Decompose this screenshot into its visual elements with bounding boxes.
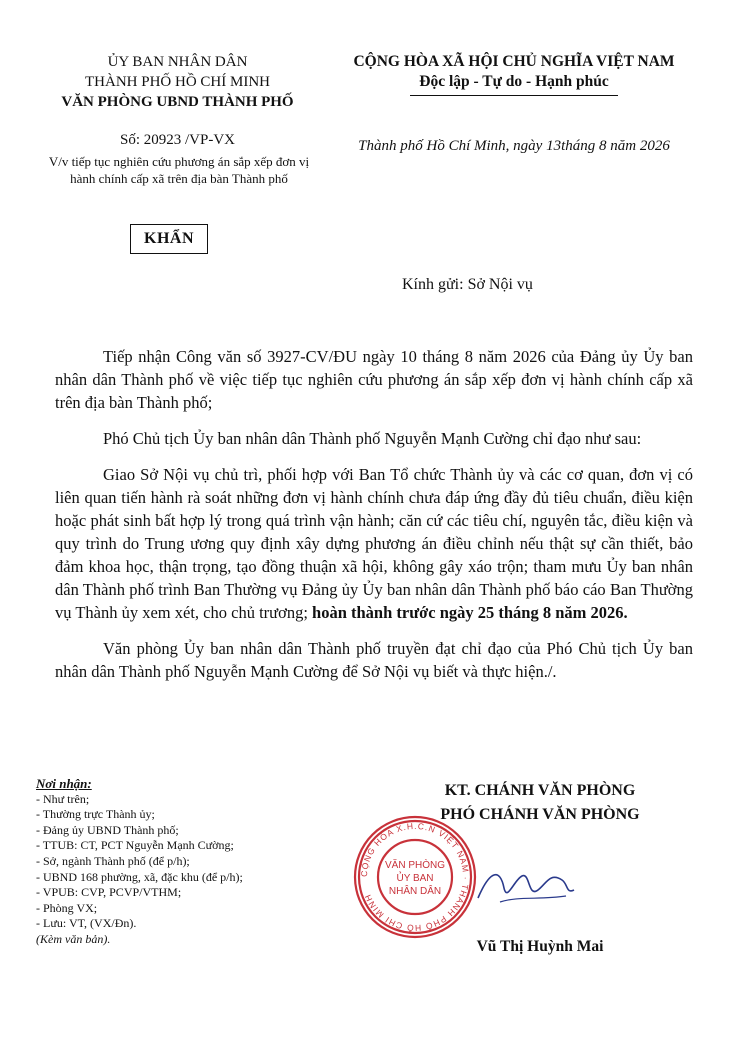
signature-line-2: PHÓ CHÁNH VĂN PHÒNG — [440, 806, 640, 823]
seal-center-line: ỦY BAN — [396, 873, 434, 884]
seal-ring-text: CỘNG HÒA X.H.C.N VIỆT NAM · THÀNH PHỐ HỒ CHÍ MINH — [358, 820, 472, 934]
recipient-item: - Đảng ủy UBND Thành phố; — [36, 822, 179, 837]
recipient-item: - Thường trực Thành ủy; — [36, 807, 155, 822]
recipient-item: - Sở, ngành Thành phố (để p/h); — [36, 853, 190, 868]
urgency-stamp: KHẨN — [130, 224, 208, 254]
recipient-item: - Phòng VX; — [36, 900, 98, 915]
official-seal — [350, 812, 480, 942]
recipient-line: Kính gửi: Sở Nội vụ — [402, 276, 533, 293]
signature-line-1: KT. CHÁNH VĂN PHÒNG — [444, 782, 636, 799]
attachment-note: (Kèm văn bản). — [36, 931, 111, 946]
recipient-item: - UBND 168 phường, xã, đặc khu (để p/h); — [36, 869, 243, 884]
recipient-item: - Lưu: VT, (VX/Đn). — [36, 916, 137, 931]
issuer-line-1: ỦY BAN NHÂN DÂN — [107, 54, 248, 70]
issuer-header — [40, 52, 315, 112]
document-number: Số: 20923 /VP-VX — [119, 132, 235, 148]
body-paragraph-3-text: Giao Sở Nội vụ chủ trì, phối hợp với Ban Tổ chức Thành ủy và các cơ quan, đơn vị có liên quan tiến hành rà soát những đơn vị hành chính chưa đáp ứng đầy đủ tiêu chuẩn, điều kiện hoặc phát sinh bất hợp lý trong quá trình vận hành; căn cứ các tiêu chí, nguyên tắc, điều kiện và quy trình do Trung ương quy định xây dựng phương án điều chỉnh nếu thật sự cần thiết, bảo đảm khoa học, thận trọng, tạo đồng thuận xã hội, không gây xáo trộn; tham mưu Ủy ban nhân dân Thành phố trình Ban Thường vụ Đảng ủy Ủy ban nhân dân Thành phố báo cáo Ban Thường vụ Thành ủy xem xét, cho chủ trương; — [55, 465, 693, 622]
seal-center-line: VĂN PHÒNG — [384, 860, 446, 871]
signer-name: Vũ Thị Huỳnh Mai — [476, 938, 604, 955]
national-motto: Độc lập - Tự do - Hạnh phúc — [419, 73, 609, 90]
body-paragraph-2: Phó Chủ tịch Ủy ban nhân dân Thành phố Nguyễn Mạnh Cường chỉ đạo như sau: — [103, 429, 642, 448]
seal-center-line: NHÂN DÂN — [388, 886, 442, 897]
body-paragraph-3 — [55, 463, 693, 624]
issuer-line-3: VĂN PHÒNG UBND THÀNH PHỐ — [61, 94, 294, 110]
issuer-line-2: THÀNH PHỐ HỒ CHÍ MINH — [85, 74, 270, 90]
document-body — [55, 345, 693, 696]
deadline-text: hoàn thành trước ngày 25 tháng 8 năm 2026. — [312, 603, 628, 622]
document-subject: V/v tiếp tục nghiên cứu phương án sắp xếp đơn vị hành chính cấp xã trên địa bàn Thành phố — [48, 154, 310, 186]
national-title: CỘNG HÒA XÃ HỘI CHỦ NGHĨA VIỆT NAM — [353, 53, 675, 70]
recipients-title: Nơi nhận: — [36, 776, 92, 791]
national-header — [318, 52, 710, 96]
body-paragraph-1: Tiếp nhận Công văn số 3927-CV/ĐU ngày 10 tháng 8 năm 2026 của Đảng ủy Ủy ban nhân dân Thành phố về việc tiếp tục nghiên cứu phương án sắp xếp đơn vị hành chính cấp xã trên địa bàn Thành phố; — [55, 347, 693, 412]
place-date: Thành phố Hồ Chí Minh, ngày 13tháng 8 năm 2026 — [358, 138, 670, 154]
recipient-item: - TTUB: CT, PCT Nguyễn Mạnh Cường; — [36, 838, 234, 853]
body-paragraph-4: Văn phòng Ủy ban nhân dân Thành phố truyền đạt chỉ đạo của Phó Chủ tịch Ủy ban nhân dân Thành phố Nguyễn Mạnh Cường để Sở Nội vụ biết và thực hiện./. — [55, 639, 693, 681]
recipient-item: - VPUB: CVP, PCVP/VTHM; — [36, 885, 182, 900]
handwritten-signature — [470, 850, 580, 920]
recipient-item: - Như trên; — [36, 791, 90, 806]
motto-underline — [410, 95, 618, 96]
recipients-block — [36, 776, 366, 948]
